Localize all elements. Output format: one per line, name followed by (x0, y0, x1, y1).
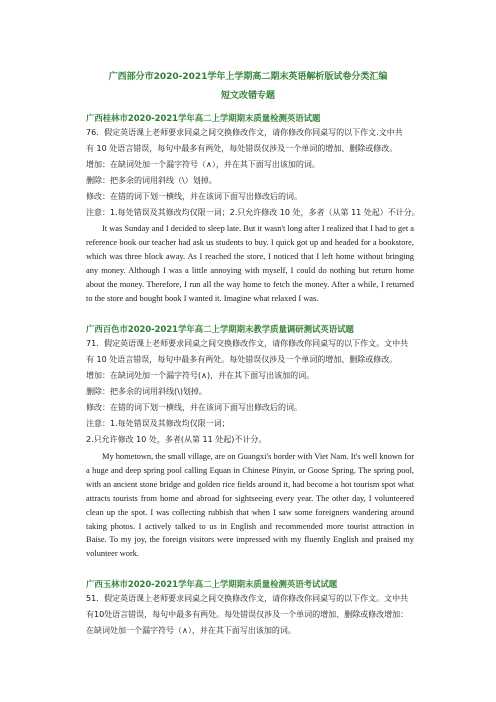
instruction-line: 修改：在错的词下划一横线，并在该词下面写出修改后的词。 (86, 403, 302, 412)
instruction-line: 修改：在错的词下划一横线，并在该词下面写出修改后的词。 (86, 192, 302, 201)
instruction-line: 增加：在缺词处加一个漏字符号（∧），并在其下面写出该加的词。 (86, 160, 320, 169)
section-heading-yulin: 广西玉林市2020-2021学年高二上学期期末质量检测英语考试试题 (86, 579, 338, 589)
instruction-line: 有 10 处语言错误，每句中最多有两处，每处错误仅涉及一个单词的增加、删除或修改。 (86, 144, 398, 153)
instruction-line: 2.只允许修改 10 处，多者(从第 11 处起)不计分。 (86, 435, 267, 444)
document-subtitle: 短文改错专题 (220, 91, 275, 101)
instruction-line: 注意：1.每处错误及其修改均仅限一词；2.只允许修改 10 处，多者（从第 11 处起）不计分。 (86, 208, 420, 217)
instruction-line: 76．假定英语课上老师要求同桌之间交换修改作文，请你修改你同桌写的以下作文.文中共 (86, 128, 403, 137)
instruction-line: 71．假定英语课上老师要求同桌之间交换修改作文，请你修改你同桌写的以下作文。文中共 (86, 339, 409, 348)
instruction-line: 51．假定英语课上老师要求同桌之间交换修改作文，请你修改你同桌写的以下作文。文中共 (86, 594, 409, 603)
instruction-line: 增加：在缺词处加一个漏字符号(∧)，并在其下面写出该加的词。 (86, 371, 315, 380)
instruction-line: 注意：1.每处错误及其修改均仅限一词； (86, 419, 230, 428)
instruction-line: 在缺词处加一个漏字符号（∧），并在其下面写出该加的词。 (86, 626, 296, 635)
passage-guilin: It was Sunday and I decided to sleep late. But it wasn't long after I realized that I had to get a reference book our teacher had ask us students to buy. I quick got up and headed for a bookstore, which was three block away. As I reached the store, I noticed that I left home without bringing any money. Although I was a little annoying with myself, I could do nothing but return home about the money. Therefore, I run all the way home to fetch the money. After a while, I returned to the store and bought book I wanted it. Imagine what relaxed I was. (86, 224, 414, 303)
instruction-line: 删除：把多余的词用斜线（\）划掉。 (86, 176, 217, 185)
section-heading-baise: 广西百色市2020-2021学年高二上学期期末教学质量调研测试英语试题 (86, 324, 354, 334)
passage-baise: My hometown, the small village, are on Guangxi's border with Viet Nam. It's well known for a huge and deep spring pool calling Equan in Chinese Pinyin, or Goose Spring. The spring pool, with an ancient stone bridge and golden rice fields around it, had become a hot tourism spot what attracts tourists from home and abroad for sightseeing every year. The other day, I volunteered clean up the spot. I was collecting rubbish that when I saw some foreigners wandering around taking photos. I actively talked to us in English and recommended more tourist attraction in Baise. To my joy, the foreign visitors were impressed with my fluently English and praised my volunteer work. (86, 452, 414, 559)
instruction-line: 删除：把多余的词用斜线(\)划掉。 (86, 387, 207, 396)
document-title: 广西部分市2020-2021学年上学期高二期末英语解析版试卷分类汇编 (108, 72, 388, 82)
instruction-line: 有10处语言错误，每句中最多有两处。每处错误仅涉及一个单词的增加、删除或修改增加： (86, 610, 409, 619)
instruction-line: 有 10 处语言错误，每句中最多有两处。每处错误仅涉及一个单词的增加、删除或修改。 (86, 355, 398, 364)
section-heading-guilin: 广西桂林市2020-2021学年高二上学期期末质量检测英语试题 (86, 113, 321, 123)
